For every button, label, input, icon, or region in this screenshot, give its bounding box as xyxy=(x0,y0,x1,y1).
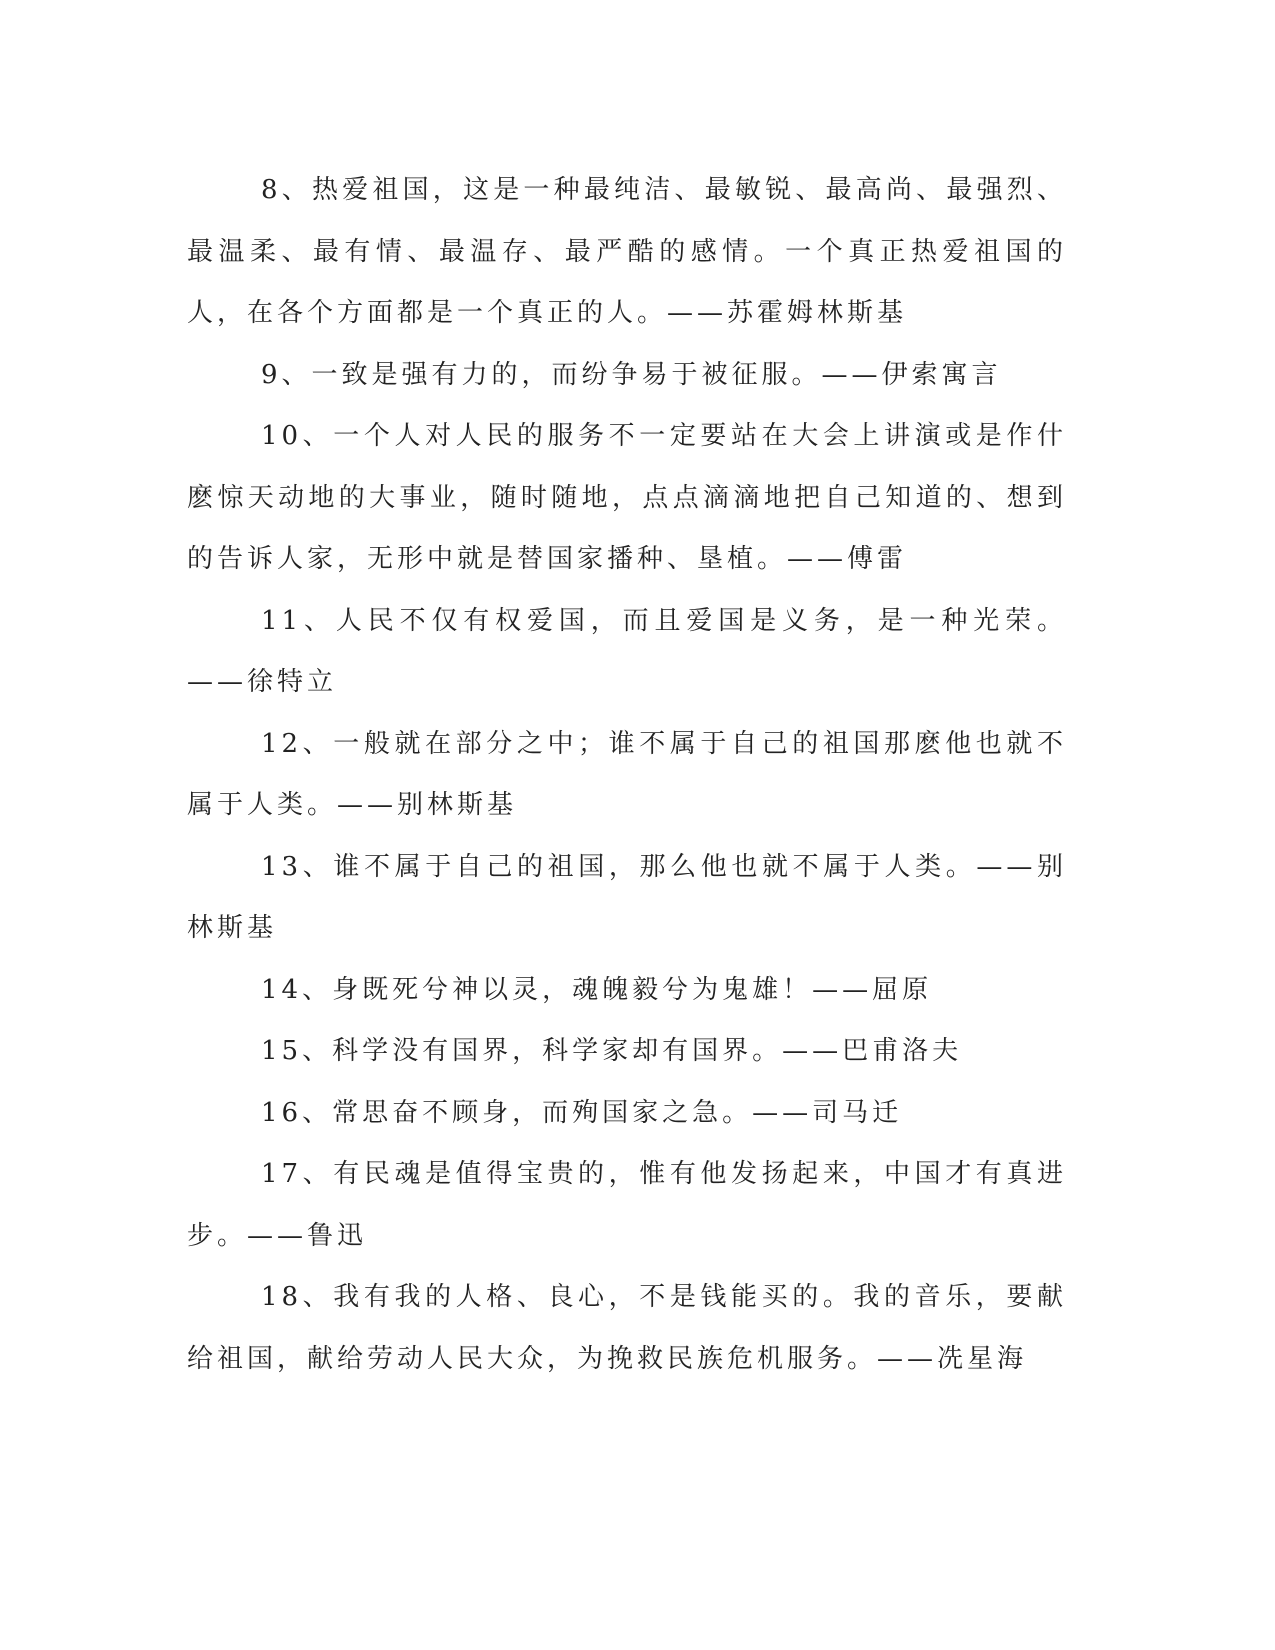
quote-13: 13、谁不属于自己的祖国，那么他也就不属于人类。——别林斯基 xyxy=(187,851,1067,943)
quote-14: 14、身既死兮神以灵，魂魄毅兮为鬼雄！——屈原 xyxy=(261,974,933,1005)
quote-8: 8、热爱祖国，这是一种最纯洁、最敏锐、最高尚、最强烈、最温柔、最有情、最温存、最严酷的感情。一个真正热爱祖国的人，在各个方面都是一个真正的人。——苏霍姆林斯基 xyxy=(187,175,1067,328)
quote-12: 12、一般就在部分之中；谁不属于自己的祖国那麽他也就不属于人类。——别林斯基 xyxy=(187,728,1067,820)
quote-11: 11、人民不仅有权爱国，而且爱国是义务，是一种光荣。——徐特立 xyxy=(187,605,1067,697)
quote-17: 17、有民魂是值得宝贵的，惟有他发扬起来，中国才有真进步。——鲁迅 xyxy=(187,1159,1067,1251)
quote-16: 16、常思奋不顾身，而殉国家之急。——司马迁 xyxy=(261,1097,903,1128)
quote-18: 18、我有我的人格、良心，不是钱能买的。我的音乐，要献给祖国，献给劳动人民大众，为挽救民族危机服务。——冼星海 xyxy=(187,1282,1067,1374)
quote-10: 10、一个人对人民的服务不一定要站在大会上讲演或是作什麽惊天动地的大事业，随时随地，点点滴滴地把自己知道的、想到的告诉人家，无形中就是替国家播种、垦植。——傅雷 xyxy=(187,421,1067,574)
quote-15: 15、科学没有国界，科学家却有国界。——巴甫洛夫 xyxy=(261,1036,963,1066)
quote-list xyxy=(187,160,1067,1390)
quote-9: 9、一致是强有力的，而纷争易于被征服。——伊索寓言 xyxy=(261,359,1002,390)
